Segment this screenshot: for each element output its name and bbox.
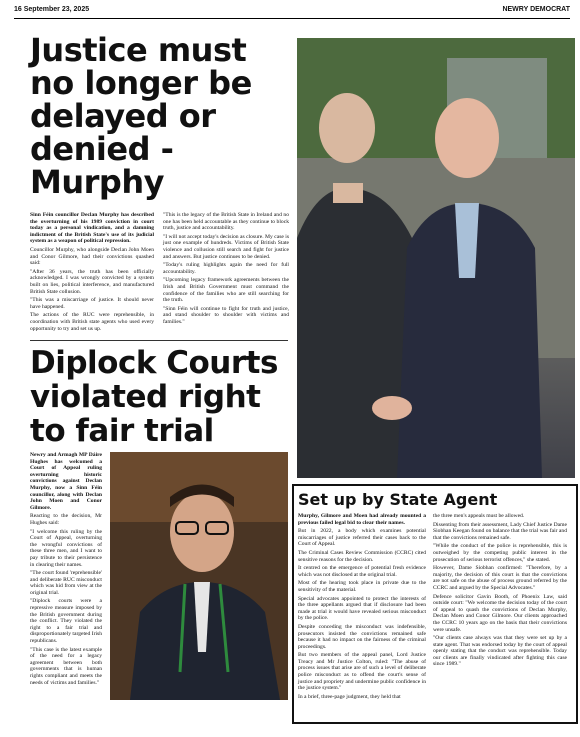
- photo-two-men: [297, 38, 575, 478]
- paragraph: the three men's appeals must be allowed.: [433, 513, 525, 519]
- paragraph: Dissenting from their assessment, Lady Chief Justice Dame Siobhan Keegan found on balance that the trial was fair and that the convictions remained safe.: [433, 521, 567, 541]
- page-date: 16 September 23, 2025: [14, 6, 90, 13]
- paragraph: Despite conceding the misconduct was indefensible, prosecutors insisted the convictions remained safe because it had no impact on the fairness of the criminal proceedings.: [298, 623, 426, 650]
- article3-col1: [298, 513, 426, 702]
- photo-man-glasses: [110, 452, 288, 700]
- paragraph: But in 2022, a body which examines potential miscarriages of justice referred their cases back to the Court of Appeal.: [298, 528, 426, 548]
- paragraph: "While the conduct of the police is reprehensible, this is outweighed by the competing public interest in the prosecution of serious terrorist offences," she stated.: [433, 543, 567, 563]
- section-divider: [30, 340, 288, 341]
- paragraph: But two members of the appeal panel, Lord Justice Treacy and Mr Justice Colton, ruled: "The abuse of process issues that arise are of such a level of deliberate police misconduct as to offend the court's sense of justice and propriety and undermine public confidence in the justice system.": [298, 652, 426, 692]
- article3-headline: Set up by State Agent: [298, 490, 498, 509]
- paragraph: Most of the hearing took place in private due to the sensitivity of the material.: [298, 580, 426, 593]
- paragraph: "The court found 'reprehensible' and deliberate RUC misconduct which was hid from view at the original trial.: [30, 570, 102, 596]
- article2-intro: Newry and Armagh MP Dáire Hughes has welcomed a Court of Appeal ruling overturning historic convictions against Declan Murphy, now a Sinn Féin councillor, along with Declan John Moen and Conor Gilmore.: [30, 452, 102, 511]
- paragraph: However, Dame Siobhan confirmed: "Therefore, by a majority, the decision of this court is that the convictions are not safe on the abuse of process ground referred by the CCRC and argued by the Special Advocates.": [433, 565, 567, 591]
- article3-intro: Murphy, Gilmore and Moen had already mounted a previous failed legal bid to clear their names.: [298, 513, 426, 526]
- paragraph: "Diplock courts were a repressive measure imposed by the British government during the conflict. They violated the right to a fair trial and disproportionately targeted Irish republicans.: [30, 598, 102, 645]
- paragraph: In a brief, three-page judgment, they held that: [298, 693, 401, 700]
- paragraph: "After 36 years, the truth has been officially acknowledged. I was wrongly convicted by a system built on lies, political interference, and manufactured British State collusion.: [30, 268, 154, 295]
- paragraph: "This is the legacy of the British State in Ireland and no one has been held accountable as they continue to block truth, justice and accountability.: [163, 212, 289, 232]
- masthead: [14, 6, 570, 19]
- paragraph: "Today's ruling highlights again the need for full accountability.: [163, 262, 289, 275]
- paragraph: The Criminal Cases Review Commission (CCRC) cited sensitive reasons for the decision.: [298, 549, 426, 563]
- paragraph: The actions of the RUC were reprehensible, in coordination with British state agents who used every opportunity to try and set us up.: [30, 312, 154, 332]
- paragraph: "Our clients case always was that they were set up by a state agent. That was endorsed today by the court of appeal openly stating that the conduct was reprehensible. Today our clients are finally vindicated after fighting this case since 1989.": [433, 635, 567, 668]
- paragraph: "I welcome this ruling by the Court of Appeal, overturning the wrongful convictions of these three men, and I want to pay tribute to their persistence in clearing their names.: [30, 528, 102, 568]
- article1-col1: [30, 212, 154, 334]
- article1-intro: Sinn Féin councillor Declan Murphy has described the overturning of his 1989 conviction in court today as a personal vindication, and a damning indictment of the British State's use of its judicial system as a weapon of political repression.: [30, 212, 154, 245]
- paragraph: Councillor Murphy, who alongside Declan John Moen and Conor Gilmore, had their convictions quashed said:: [30, 246, 154, 267]
- paragraph: Reacting to the decision, Mr Hughes said:: [30, 513, 102, 526]
- paragraph: "Sinn Féin will continue to fight for truth and justice, and stand shoulder to shoulder with victims and families.": [163, 305, 289, 325]
- article2-col: [30, 452, 102, 688]
- paragraph: "Upcoming legacy framework agreements between the Irish and British Government must command the confidence of the families who are still searching for the truth.: [163, 277, 289, 304]
- paragraph: Defence solicitor Gavin Booth, of Phoenix Law, said outside court: "We welcome the decision today of the court of appeal to quash the convictions of Declan Murphy, Declan Moen and Conor Gilmore. Our clients approached the CCRC 10 years ago on the basis that their convictions were unsafe.: [433, 593, 567, 633]
- article1-headline: Justice must no longer be delayed or denied - Murphy: [30, 31, 252, 201]
- paragraph: "I will not accept today's decision as closure. My case is just one example of hundreds. Victims of British State violence and collusion still search and fight for justice and answers. But justice continues to be denied.: [163, 233, 289, 260]
- paragraph: Special advocates appointed to protect the interests of the three appellants argued that if disclosure had been made at trial it would have revealed serious misconduct by the police.: [298, 595, 426, 622]
- paper-name: NEWRY DEMOCRAT: [502, 6, 570, 13]
- article3-col2: [433, 513, 567, 670]
- paragraph: "This was a miscarriage of justice. It should never have happened.: [30, 297, 154, 310]
- paragraph: It centred on the emergence of potential fresh evidence which was not disclosed at the original trial.: [298, 565, 426, 578]
- article2-headline: Diplock Courts violated right to fair trial: [30, 345, 278, 449]
- article1-col2: [163, 212, 289, 328]
- paragraph: "This case is the latest example of the need for a legacy agreement between both governments that is human rights compliant and meets the needs of victims and families.": [30, 646, 102, 686]
